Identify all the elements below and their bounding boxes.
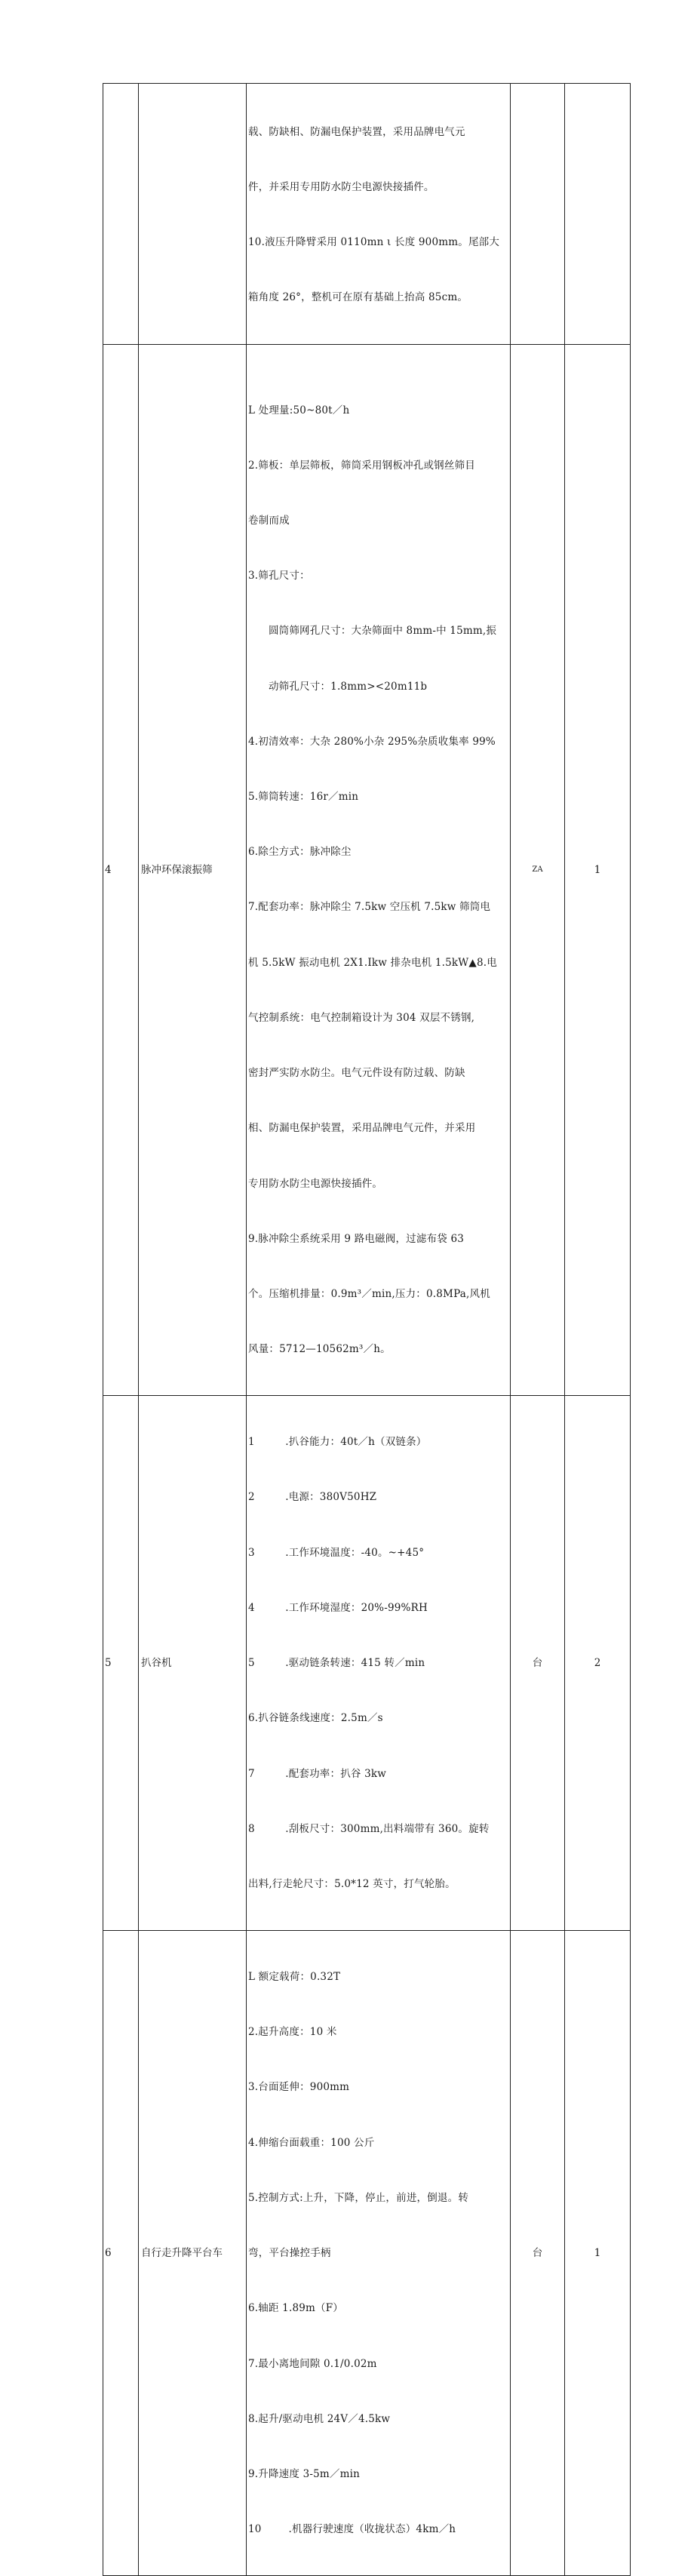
- spec-line: L 额定载荷：0.32T: [248, 1971, 341, 1984]
- spec-line: 7.最小离地间隙 0.1/0.02m: [248, 2357, 377, 2370]
- spec-line: 1 .扒谷能力：40t／h（双链条）: [248, 1436, 427, 1449]
- spec-line: 8 .刮板尺寸：300mm,出料端带有 360。旋转: [248, 1822, 490, 1835]
- item-number: 6: [103, 1931, 139, 2576]
- table-row: [103, 1396, 631, 1931]
- item-unit: ZA: [511, 344, 565, 1396]
- spec-line: 10 .机器行驶速度（收拢状态）4km／h: [248, 2523, 456, 2536]
- spec-line: 7 .配套功率：扒谷 3kw: [248, 1767, 387, 1780]
- spec-line: 7.配套功率：脉冲除尘 7.5kw 空压机 7.5kw 筛筒电: [248, 901, 491, 914]
- spec-line: 4.初清效率：大杂 280%小杂 295%杂质收集率 99%: [248, 735, 496, 748]
- spec-line: 圆筒筛网孔尺寸：大杂筛面中 8mm-中 15mm,振: [248, 625, 497, 638]
- spec-line: 3.台面延伸：900mm: [248, 2081, 350, 2094]
- spec-line: 动筛孔尺寸：1.8mm><20m11b: [248, 680, 428, 693]
- spec-line: 卷制而成: [248, 514, 290, 527]
- item-name: 自行走升降平台车: [139, 1931, 247, 2576]
- item-quantity: [565, 84, 631, 345]
- spec-line: 2.起升高度：10 米: [248, 2026, 337, 2039]
- item-quantity: 2: [565, 1396, 631, 1931]
- spec-line: 10.液压升降臂采用 0110mn ι 长度 900mm。尾部大: [248, 236, 500, 249]
- spec-line: 箱角度 26°，整机可在原有基础上抬高 85cm。: [248, 291, 468, 304]
- spec-line: 相、防漏电保护装置，采用品牌电气元件，并采用: [248, 1122, 476, 1135]
- item-number: 4: [103, 344, 139, 1396]
- spec-line: 气控制系统：电气控制箱设计为 304 双层不锈钢,: [248, 1011, 475, 1024]
- item-quantity: 1: [565, 1931, 631, 2576]
- spec-line: 5.筛筒转速：16r／min: [248, 791, 359, 804]
- item-spec: [247, 1931, 511, 2576]
- spec-line: 9.升降速度 3-5m／min: [248, 2468, 361, 2480]
- spec-line: 5.控制方式:上升，下降，停止，前进，倒退。转: [248, 2191, 469, 2204]
- spec-line: 5 .驱动链条转速：415 转／min: [248, 1657, 425, 1670]
- spec-line: 载、防缺相、防漏电保护装置，采用品牌电气元: [248, 125, 465, 138]
- spec-line: 个。压缩机排量：0.9m³／min,压力：0.8MPa,风机: [248, 1288, 490, 1300]
- spec-line: 弯，平台操控手柄: [248, 2247, 331, 2260]
- spec-line: 4 .工作环境湿度：20%-99%RH: [248, 1601, 428, 1614]
- item-unit: 台: [511, 1931, 565, 2576]
- spec-line: 4.伸缩台面载重：100 公斤: [248, 2136, 375, 2149]
- item-spec: [247, 84, 511, 345]
- spec-lines: [248, 1396, 508, 1930]
- spec-line: 6.轴距 1.89m（F）: [248, 2302, 343, 2315]
- item-name: 扒谷机: [139, 1396, 247, 1931]
- item-number: [103, 84, 139, 345]
- item-unit: [511, 84, 565, 345]
- spec-line: 件，并采用专用防水防尘电源快接插件。: [248, 181, 435, 194]
- spec-line: L 处理量:50~80t／h: [248, 404, 350, 417]
- item-quantity: 1: [565, 344, 631, 1396]
- spec-line: 2.筛板：单层筛板，筛筒采用钢板冲孔或钢丝筛目: [248, 459, 475, 472]
- spec-line: 2 .电源：380V50HZ: [248, 1491, 377, 1504]
- spec-line: 3.筛孔尺寸：: [248, 570, 310, 583]
- item-number: 5: [103, 1396, 139, 1931]
- spec-lines: [248, 345, 508, 1396]
- spec-line: 机 5.5kW 振动电机 2X1.Ikw 排杂电机 1.5kW▲8.电: [248, 956, 497, 969]
- item-spec: [247, 344, 511, 1396]
- item-name: [139, 84, 247, 345]
- item-name: 脉冲环保滚振筛: [139, 344, 247, 1396]
- spec-line: 9.脉冲除尘系统采用 9 路电磁阀，过滤布袋 63: [248, 1232, 465, 1245]
- table-row: [103, 344, 631, 1396]
- item-unit: 台: [511, 1396, 565, 1931]
- equipment-spec-table: [103, 83, 631, 2576]
- spec-line: 8.起升/驱动电机 24V／4.5kw: [248, 2412, 391, 2425]
- table-row: [103, 1931, 631, 2576]
- spec-line: 密封严实防水防尘。电气元件设有防过载、防缺: [248, 1067, 465, 1080]
- spec-line: 出料,行走轮尺寸：5.0*12 英寸，打气轮胎。: [248, 1878, 456, 1890]
- spec-lines: [248, 1931, 508, 2575]
- spec-line: 专用防水防尘电源快接插件。: [248, 1177, 383, 1190]
- spec-line: 风量：5712—10562m³／h。: [248, 1343, 391, 1356]
- item-spec: [247, 1396, 511, 1931]
- spec-line: 6.扒谷链条线速度：2.5m／s: [248, 1712, 383, 1725]
- spec-line: 3 .工作环境温度：-40。~+45°: [248, 1546, 425, 1559]
- table-row: [103, 84, 631, 345]
- spec-lines: [248, 84, 508, 344]
- spec-line: 6.除尘方式：脉冲除尘: [248, 846, 352, 859]
